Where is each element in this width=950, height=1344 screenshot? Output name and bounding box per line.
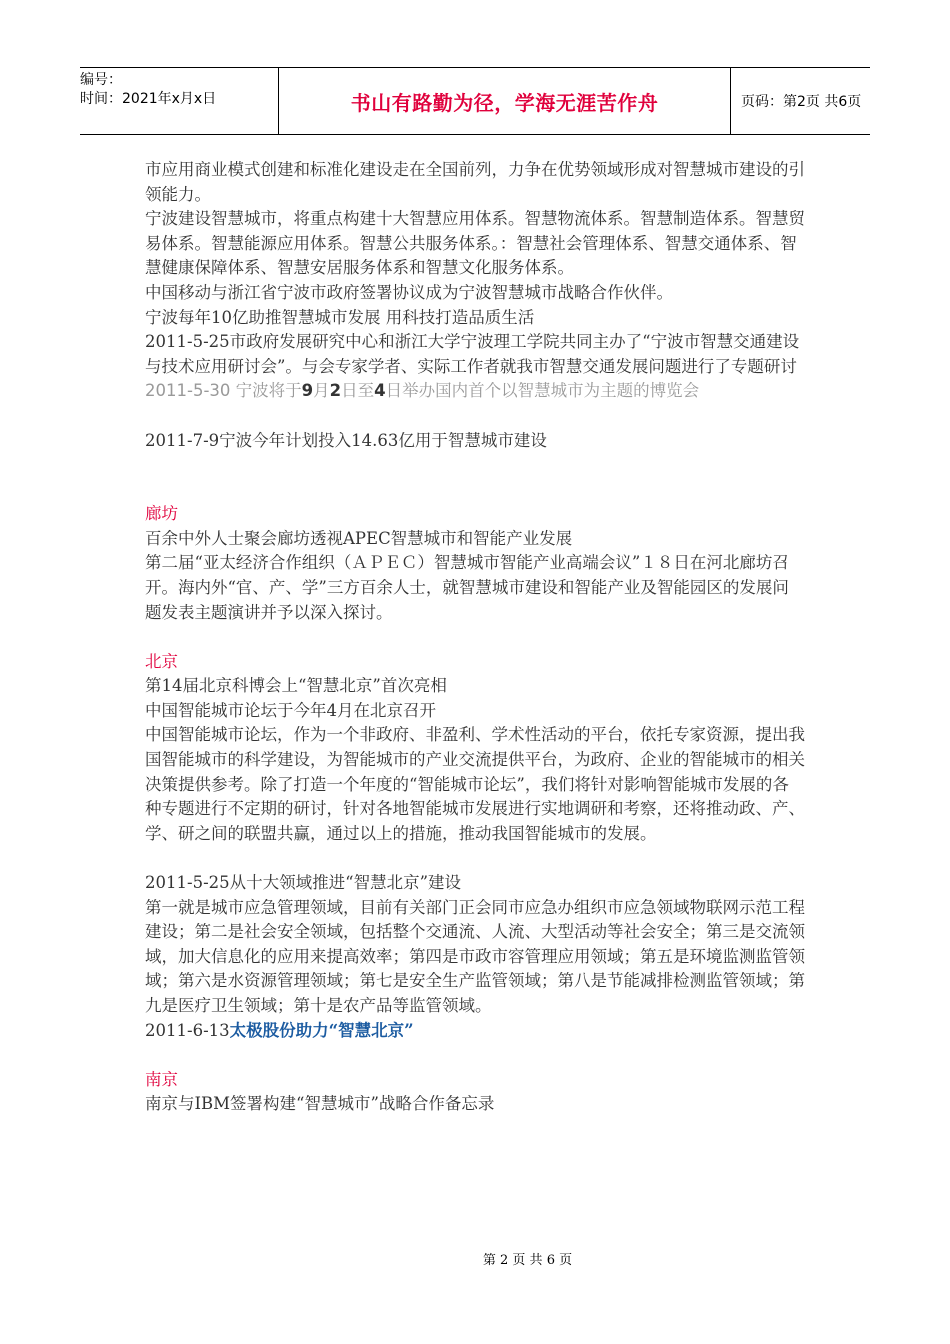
page-footer	[0, 1249, 950, 1268]
number-label: 编号：	[80, 72, 122, 88]
footer-page-info: 第 2 页 共 6 页	[482, 1253, 573, 1268]
expo-paragraph: 2011-5-30 宁波将于9月2日至4日举办国内首个以智慧城市为主题的博览会	[145, 381, 700, 401]
paragraph: 中国智能城市论坛于今年4月在北京召开	[145, 700, 436, 720]
motto-text: 书山有路勤为径，学海无涯苦作舟	[350, 90, 659, 115]
paragraph: 第一就是城市应急管理领域，目前有关部门正会同市应急办组织市应急领域物联网示范工程建设；第二是社会安全领域，包括整个交通流、人流、大型活动等社会安全；第三是交流领域，加大信息化的应用来提高效率；第四是市政市容管理应用领域；第五是环境监测监管领域；第六是水资源管理领域；第七是安全生产监管领域；第八是节能减排检测监管领域；第九是医疗卫生领域；第十是农产品等监管领域。	[145, 897, 805, 1015]
paragraph: 中国移动与浙江省宁波市政府签署协议成为宁波智慧城市战略合作伙伴。	[145, 282, 673, 302]
paragraph: 中国智能城市论坛，作为一个非政府、非盈利、学术性活动的平台，依托专家资源，提出我国智能城市的科学建设，为智能城市的产业交流提供平台，为政府、企业的智能城市的相关决策提供参考。除了打造一个年度的“智能城市论坛”，我们将针对影响智能城市发展的各种专题进行不定期的研讨，针对各地智能城市发展进行实地调研和考察，还将推动政、产、学、研之间的联盟共赢，通过以上的措施，推动我国智能城市的发展。	[145, 725, 805, 843]
paragraph: 宁波建设智慧城市，将重点构建十大智慧应用体系。智慧物流体系。智慧制造体系。智慧贸易体系。智慧能源应用体系。智慧公共服务体系。：智慧社会管理体系、智慧交通体系、智慧健康保障体系、智慧安居服务体系和智慧文化服务体系。	[145, 209, 805, 278]
city-heading-beijing: 北京	[145, 651, 178, 671]
document-body	[145, 158, 805, 1117]
time-label: 时间：2021年x月x日	[80, 91, 217, 107]
paragraph: 第14届北京科博会上“智慧北京”首次亮相	[145, 676, 447, 696]
city-heading-langfang: 廊坊	[145, 504, 178, 524]
page-label: 页码：第2页 共6页	[741, 94, 862, 110]
paragraph: 第二届“亚太经济合作组织（ＡＰＥＣ）智慧城市智能产业高端会议”１８日在河北廊坊召开。海内外“官、产、学”三方百余人士，就智慧城市建设和智能产业及智能园区的发展问题发表主题演讲并予以深入探讨。	[145, 553, 789, 622]
paragraph: 宁波每年10亿助推智慧城市发展 用科技打造品质生活	[145, 307, 535, 327]
header-motto-cell	[279, 68, 731, 134]
paragraph: 市应用商业模式创建和标准化建设走在全国前列，力争在优势领域形成对智慧城市建设的引领能力。	[145, 160, 805, 204]
paragraph: 2011-5-25市政府发展研究中心和浙江大学宁波理工学院共同主办了“宁波市智慧交通建设与技术应用研讨会”。与会专家学者、实际工作者就我市智慧交通发展问题进行了专题研讨	[145, 332, 800, 376]
news-item	[145, 1019, 805, 1044]
paragraph: 百余中外人士聚会廊坊透视APEC智慧城市和智能产业发展	[145, 528, 573, 548]
news-title-link[interactable]: 太极股份助力“智慧北京”	[229, 1020, 414, 1040]
page-header	[80, 67, 870, 135]
header-page-cell	[731, 68, 870, 134]
paragraph: 2011-7-9宁波今年计划投入14.63亿用于智慧城市建设	[145, 430, 547, 450]
paragraph: 南京与IBM签署构建“智慧城市”战略合作备忘录	[145, 1094, 495, 1114]
paragraph: 2011-5-25从十大领域推进“智慧北京”建设	[145, 873, 462, 893]
city-heading-nanjing: 南京	[145, 1069, 178, 1089]
news-date: 2011-6-13	[145, 1020, 230, 1040]
header-meta	[80, 68, 279, 134]
